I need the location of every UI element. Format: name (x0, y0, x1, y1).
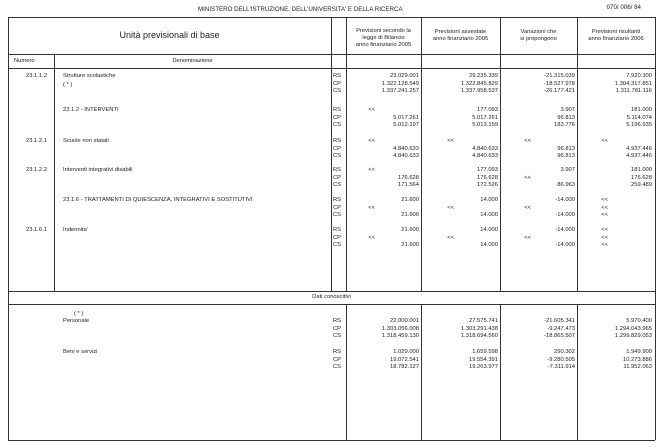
row-code: CP (333, 234, 342, 241)
cell-value: << (601, 234, 608, 241)
cell-value: << (368, 167, 375, 173)
row-number: 23.1.2.1 (26, 138, 47, 144)
cell-value: 5.114.074 (626, 114, 652, 121)
cell-value: 172.526 (477, 182, 498, 188)
row-code: CP (333, 80, 342, 87)
cell-value: << (601, 242, 608, 248)
cell-value: << (524, 204, 531, 211)
cell-value: 7.920.300 (626, 73, 652, 79)
denominazione-header: Denominazione (172, 58, 213, 64)
row-label: ( * ) (63, 82, 73, 88)
cell-value: 10.273.886 (622, 356, 652, 363)
cell-value: 1.949.900 (626, 349, 652, 355)
cell-value: 96.813 (557, 114, 575, 121)
cell-value: -26.177.421 (544, 88, 575, 94)
cell-value: << (601, 212, 608, 218)
row-label: 23.1.2 - INTERVENTI (63, 107, 119, 113)
cell-value: << (447, 204, 454, 211)
cell-value: -21.315.039 (544, 73, 575, 79)
cell-value: 1.659.598 (472, 349, 498, 355)
cell-value: 1.299.829.053 (614, 333, 652, 339)
cell-value: 21.600 (401, 197, 419, 203)
cell-value: 4.840.633 (472, 153, 498, 159)
cell-value: 3.907 (560, 167, 575, 173)
cell-value: << (601, 204, 608, 211)
dati-conoscitivi-title: Dati conoscitivi (312, 294, 351, 300)
cell-value: 1.322.845.829 (460, 80, 498, 87)
cell-value: 4.937.446 (626, 145, 652, 152)
cell-value: 96.813 (557, 145, 575, 152)
cell-value: 18.782.127 (389, 364, 419, 370)
row-code: RS (333, 107, 342, 113)
col-risultanti-header: Previsioni risultanti anno finanziario 2006 (588, 29, 644, 42)
row-code: CS (333, 333, 342, 339)
row-code: CS (333, 212, 342, 218)
cell-value: << (447, 234, 454, 241)
cell-value: 177.093 (477, 107, 498, 113)
cell-value: 22.000.001 (389, 318, 419, 324)
row-label: Indennita' (63, 227, 88, 233)
cell-value: 11.952.063 (623, 364, 652, 370)
cell-value: 1.318.694.560 (460, 333, 498, 339)
row-code: CS (333, 364, 342, 370)
cell-value: 5.017.261 (393, 114, 419, 121)
row-code: RS (333, 138, 342, 144)
row-label: Scuole non statali (63, 138, 109, 144)
cell-value: 1.303.056.008 (381, 325, 419, 332)
col-assestate-header: Previsioni assestate anno finanziario 2005 (432, 29, 489, 42)
cell-value: -18.527.978 (544, 80, 575, 87)
row-code: CP (333, 325, 342, 332)
cell-value: 14.000 (480, 227, 498, 233)
cell-value: 14.000 (480, 242, 498, 248)
cell-value: 27.575.741 (468, 318, 498, 324)
cell-value: -7.311.914 (547, 364, 575, 370)
cell-value: 1.304.317.851 (614, 80, 652, 87)
cell-value: 1.294.043.965 (614, 325, 652, 332)
row-number: 23.1.1.2 (26, 73, 47, 79)
cell-value: -18.865.507 (544, 333, 575, 339)
cell-value: -21.605.341 (544, 318, 575, 324)
cell-value: 19.072.541 (389, 356, 419, 363)
row-code: RS (333, 167, 342, 173)
cell-value: << (601, 197, 608, 203)
row-code: CP (333, 174, 342, 181)
cell-value: 14.000 (480, 197, 498, 203)
cell-value: 14.000 (480, 212, 498, 218)
cell-value: 1.322.128.549 (381, 80, 419, 87)
cell-value: << (368, 138, 375, 144)
row-label: Strutture scolastiche (63, 73, 116, 79)
cell-value: 5.970.400 (626, 318, 652, 324)
row-code: CP (333, 356, 342, 363)
row-label: Personale (63, 318, 90, 324)
cell-value: 259.489 (631, 182, 652, 188)
row-label: Interventi integrativi disabili (63, 167, 133, 173)
cell-value: 5.012.197 (393, 122, 419, 128)
col-variazioni-header: Variazioni che si propongono (520, 29, 557, 42)
row-code: RS (333, 318, 342, 324)
unita-header: Unità previsionali di base (119, 30, 220, 40)
row-label: Beni e servizi (63, 349, 98, 355)
cell-value: 1.337.241.257 (381, 88, 419, 94)
row-code: RS (333, 349, 342, 355)
cell-value: 1.311.781.116 (615, 88, 652, 94)
row-code: RS (333, 227, 342, 233)
cell-value: -9.280.505 (547, 356, 575, 363)
cell-value: << (524, 234, 531, 241)
row-code: CP (333, 204, 342, 211)
cell-value: 1.029.000 (393, 349, 419, 355)
row-code: RS (333, 197, 342, 203)
cell-value: 171.564 (398, 182, 419, 188)
cell-value: << (368, 204, 375, 211)
cell-value: << (524, 138, 531, 144)
row-code: CS (333, 122, 342, 128)
row-code: CS (333, 153, 342, 159)
ministry-title: MINISTERO DELL'ISTRUZIONE, DELL'UNIVERSITA' E DELLA RICERCA (198, 6, 403, 13)
page-reference: 070/ 006/ 84 (606, 4, 641, 11)
cell-value: 1.337.958.537 (460, 88, 498, 94)
numero-header: Numero (14, 58, 35, 64)
cell-value: << (601, 227, 608, 233)
cell-value: -9.247.473 (547, 325, 575, 332)
row-number: 23.1.6.1 (26, 227, 47, 233)
cell-value: 176.628 (398, 174, 419, 181)
cell-value: -14.000 (555, 197, 575, 203)
cell-value: 21.600 (401, 242, 419, 248)
cell-value: 19.263.977 (468, 364, 498, 370)
cell-value: << (447, 138, 454, 144)
col-bilancio-header: Previsioni secondo la legge di Bilancio anno finanziario 2005 (355, 28, 412, 48)
cell-value: << (601, 138, 608, 144)
cell-value: 1.318.459.130 (381, 333, 419, 339)
cell-value: -14.000 (555, 227, 575, 233)
row-label: 23.1.6 - TRATTAMENTI DI QUIESCENZA, INTEGRATIVI E SOSTITUTIVI (63, 197, 253, 203)
row-code: RS (333, 73, 342, 79)
cell-value: 183.776 (554, 122, 575, 128)
cell-value: 181.000 (631, 107, 652, 113)
cell-value: << (524, 174, 531, 181)
cell-value: 5.196.935 (626, 122, 652, 128)
cell-value: 4.840.633 (393, 153, 419, 159)
cell-value: 21.600 (401, 227, 419, 233)
cell-value: -14.000 (555, 212, 575, 218)
cell-value: 86.963 (557, 182, 575, 188)
cell-value: 29.235.339 (468, 73, 498, 79)
cell-value: 96.813 (557, 153, 575, 159)
cell-value: 23.029.001 (389, 73, 419, 79)
cell-value: 177.093 (477, 167, 498, 173)
cell-value: 176.628 (477, 174, 498, 181)
cell-value: 1.303.291.438 (460, 325, 498, 332)
cell-value: 5.017.261 (472, 114, 498, 121)
row-code: CP (333, 145, 342, 152)
row-number: 23.1.2.2 (26, 167, 47, 173)
cell-value: -14.000 (555, 242, 575, 248)
row-code: CS (333, 88, 342, 94)
cell-value: << (368, 107, 375, 113)
cell-value: 4.840.633 (393, 145, 419, 152)
row-code: CP (333, 114, 342, 121)
cell-value: 176.628 (631, 174, 652, 181)
cell-value: 21.600 (401, 212, 419, 218)
row-code: CS (333, 182, 342, 188)
cell-value: 3.907 (560, 107, 575, 113)
cell-value: 19.554.391 (468, 356, 498, 363)
cell-value: 290.302 (554, 349, 575, 355)
row-code: CS (333, 242, 342, 248)
cell-value: 181.000 (631, 167, 652, 173)
cell-value: 4.840.633 (472, 145, 498, 152)
cell-value: 5.013.159 (472, 122, 498, 128)
cell-value: 4.937.446 (626, 153, 652, 159)
cell-value: << (368, 234, 375, 241)
dati-star-note: ( * ) (74, 311, 84, 317)
